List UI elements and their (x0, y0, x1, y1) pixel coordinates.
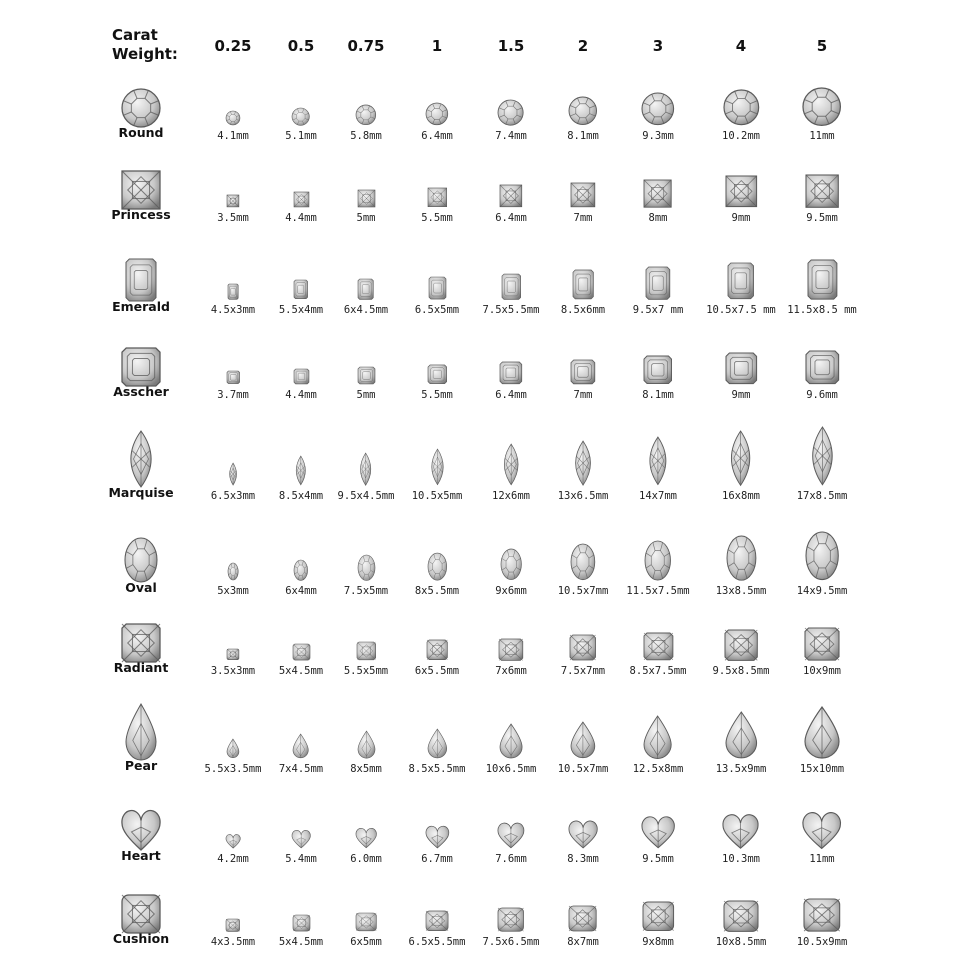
gem-oval-1 (426, 551, 449, 582)
size-label: 10x9mm (803, 665, 841, 677)
size-label: 8.5x6mm (560, 304, 606, 316)
size-label: 9.5mm (642, 853, 674, 865)
size-label: 10x8.5mm (715, 936, 767, 948)
gem-asscher-2 (569, 358, 597, 386)
size-label: 8.1mm (642, 389, 674, 401)
size-label: 5mm (356, 212, 376, 224)
shape-name: Cushion (112, 931, 170, 946)
size-label: 5.5x5mm (343, 665, 389, 677)
size-label: 7x4.5mm (278, 763, 324, 775)
size-label: 3.5mm (217, 212, 249, 224)
gem-princess-1 (426, 186, 449, 209)
size-label: 15x10mm (799, 763, 845, 775)
size-label: 5mm (356, 389, 376, 401)
gem-princess-2 (569, 181, 597, 209)
emerald-diamond-icon (124, 257, 158, 303)
gem-heart-1.5 (496, 822, 526, 850)
size-label: 7.5x6.5mm (482, 936, 540, 948)
size-label: 3.5x3mm (210, 665, 256, 677)
size-label: 7mm (573, 212, 593, 224)
size-label: 9.5x7 mm (632, 304, 684, 316)
gem-marquise-0.75 (356, 451, 375, 487)
gem-oval-4 (725, 534, 758, 582)
carat-weight-header (112, 26, 178, 64)
gem-emerald-3 (644, 265, 672, 301)
shape-name: Asscher (113, 384, 169, 399)
carat-column-header: 4 (735, 37, 747, 55)
size-label: 6.5x3mm (210, 490, 256, 502)
gem-round-1 (424, 101, 450, 127)
gem-round-5 (801, 86, 842, 127)
carat-weight-header-line1: Carat (112, 26, 158, 44)
gem-princess-0.75 (356, 188, 377, 209)
gem-cushion-0.5 (291, 913, 312, 933)
size-label: 6x4.5mm (343, 304, 389, 316)
size-label: 6.0mm (350, 853, 382, 865)
size-label: 7.4mm (495, 130, 527, 142)
gem-cushion-4 (722, 899, 760, 933)
size-label: 5.5x4mm (278, 304, 324, 316)
gem-asscher-3 (642, 354, 674, 386)
gem-cushion-0.75 (354, 911, 378, 933)
gem-marquise-1 (427, 447, 448, 487)
gem-princess-3 (642, 178, 673, 209)
size-label: 7.5x5mm (343, 585, 389, 597)
gem-marquise-3 (644, 435, 672, 487)
size-label: 6x4mm (285, 585, 317, 597)
gem-asscher-5 (804, 349, 841, 386)
size-label: 11.5x8.5 mm (787, 304, 857, 316)
gem-pear-5 (803, 705, 841, 760)
size-label: 11mm (809, 853, 835, 865)
gem-marquise-5 (806, 425, 839, 487)
gem-asscher-1.5 (498, 360, 524, 386)
oval-diamond-icon (123, 536, 159, 584)
size-label: 8mm (648, 212, 668, 224)
size-label: 9.5mm (806, 212, 838, 224)
shape-name: Radiant (113, 660, 169, 675)
gem-round-0.25 (224, 109, 242, 127)
gem-heart-1 (424, 825, 451, 850)
size-label: 6.7mm (421, 853, 453, 865)
size-label: 9.5x8.5mm (712, 665, 770, 677)
size-label: 8x5.5mm (414, 585, 460, 597)
size-label: 13x6.5mm (557, 490, 609, 502)
carat-column-header: 5 (816, 37, 828, 55)
gem-cushion-2 (567, 904, 598, 933)
gem-pear-0.25 (225, 737, 241, 760)
carat-column-header: 1.5 (497, 37, 525, 55)
size-label: 5.5x3.5mm (204, 763, 262, 775)
cushion-diamond-icon (120, 893, 162, 935)
asscher-diamond-icon (120, 346, 162, 388)
gem-radiant-3 (642, 631, 675, 662)
heart-diamond-icon (120, 810, 162, 852)
size-label: 9.3mm (642, 130, 674, 142)
size-label: 4.2mm (217, 853, 249, 865)
gem-emerald-4 (726, 261, 756, 301)
gem-oval-0.5 (292, 558, 310, 582)
gem-emerald-0.5 (292, 278, 310, 301)
size-label: 6.4mm (495, 212, 527, 224)
size-label: 4x3.5mm (210, 936, 256, 948)
size-label: 5x3mm (217, 585, 249, 597)
size-label: 8x7mm (567, 936, 599, 948)
gem-asscher-0.75 (356, 365, 377, 386)
size-label: 10.5x7mm (557, 763, 609, 775)
gem-radiant-2 (568, 633, 598, 662)
size-label: 5.5mm (421, 389, 453, 401)
gem-oval-0.75 (356, 553, 377, 583)
gem-radiant-1.5 (497, 637, 525, 662)
size-label: 6.5x5.5mm (408, 936, 466, 948)
size-label: 11mm (809, 130, 835, 142)
size-label: 3.7mm (217, 389, 249, 401)
carat-column-header: 0.5 (287, 37, 315, 55)
gem-round-0.75 (354, 103, 378, 127)
size-label: 8.1mm (567, 130, 599, 142)
gem-princess-0.5 (292, 190, 311, 209)
shape-name: Round (118, 125, 164, 140)
size-label: 5.8mm (350, 130, 382, 142)
gem-radiant-0.75 (355, 640, 378, 662)
carat-column-header: 3 (652, 37, 664, 55)
gem-oval-0.25 (226, 561, 240, 582)
gem-heart-5 (801, 812, 842, 850)
gem-princess-4 (724, 174, 759, 209)
gem-pear-3 (642, 714, 673, 761)
size-label: 12.5x8mm (632, 763, 684, 775)
gem-marquise-0.25 (226, 461, 240, 487)
gem-asscher-0.25 (225, 369, 242, 386)
size-label: 7.6mm (495, 853, 527, 865)
size-label: 10.3mm (722, 853, 760, 865)
gem-heart-4 (721, 814, 760, 850)
gem-emerald-1.5 (500, 272, 523, 302)
gem-heart-0.75 (354, 827, 378, 850)
gem-emerald-2 (571, 268, 595, 301)
size-label: 8x5mm (350, 763, 382, 775)
gem-emerald-0.75 (356, 277, 375, 301)
size-label: 6.4mm (421, 130, 453, 142)
gem-heart-0.5 (290, 829, 312, 850)
size-label: 11.5x7.5mm (626, 585, 690, 597)
size-label: 10.5x7.5 mm (706, 304, 776, 316)
size-label: 4.5x3mm (210, 304, 256, 316)
gem-emerald-0.25 (226, 282, 240, 301)
gem-round-0.5 (290, 106, 311, 127)
shape-name: Emerald (112, 299, 170, 314)
size-label: 8.5x7.5mm (629, 665, 687, 677)
gem-round-3 (640, 91, 676, 127)
gem-radiant-1 (425, 638, 449, 662)
size-label: 12x6mm (492, 490, 530, 502)
shape-name: Oval (125, 580, 157, 595)
gem-cushion-5 (802, 897, 842, 933)
gem-asscher-0.5 (292, 367, 311, 386)
size-label: 16x8mm (722, 490, 760, 502)
size-label: 9.5x4.5mm (337, 490, 395, 502)
size-label: 5.5mm (421, 212, 453, 224)
gem-marquise-2 (570, 439, 596, 487)
gem-pear-1.5 (498, 722, 524, 760)
gem-cushion-3 (641, 900, 676, 933)
size-label: 6x5mm (350, 936, 382, 948)
shape-name: Pear (124, 758, 158, 773)
gem-emerald-5 (806, 258, 839, 301)
princess-diamond-icon (120, 169, 162, 211)
size-label: 4.4mm (285, 389, 317, 401)
size-label: 7x6mm (495, 665, 527, 677)
gem-emerald-1 (427, 275, 448, 301)
round-diamond-icon (120, 87, 162, 129)
size-label: 10.5x5mm (411, 490, 463, 502)
size-label: 5.1mm (285, 130, 317, 142)
gem-pear-2 (569, 720, 597, 760)
gem-cushion-1.5 (496, 906, 526, 933)
size-label: 8.3mm (567, 853, 599, 865)
gem-round-2 (567, 95, 599, 127)
size-label: 5x4.5mm (278, 936, 324, 948)
gem-radiant-5 (803, 626, 841, 662)
carat-column-header: 2 (577, 37, 589, 55)
gem-pear-4 (724, 710, 759, 760)
gem-heart-0.25 (224, 833, 242, 850)
size-label: 8.5x5.5mm (408, 763, 466, 775)
pear-diamond-icon (124, 702, 158, 762)
gem-asscher-1 (426, 363, 449, 386)
gem-princess-0.25 (225, 193, 241, 209)
gem-cushion-0.25 (224, 917, 242, 933)
size-label: 5x4.5mm (278, 665, 324, 677)
carat-weight-header-line2: Weight: (112, 45, 178, 63)
size-label: 10.5x7mm (557, 585, 609, 597)
size-label: 4.4mm (285, 212, 317, 224)
gem-marquise-0.5 (292, 454, 310, 487)
gem-heart-2 (567, 820, 599, 850)
size-label: 17x8.5mm (796, 490, 848, 502)
shape-name: Marquise (108, 485, 174, 500)
size-label: 6.5x5mm (414, 304, 460, 316)
gem-cushion-1 (424, 909, 450, 933)
size-label: 9x6mm (495, 585, 527, 597)
gem-princess-1.5 (498, 183, 524, 209)
size-label: 14x7mm (639, 490, 677, 502)
size-label: 5.4mm (285, 853, 317, 865)
size-label: 9mm (731, 389, 751, 401)
size-label: 10.5x9mm (796, 936, 848, 948)
gem-oval-5 (804, 530, 840, 582)
size-label: 13.5x9mm (715, 763, 767, 775)
gem-oval-2 (569, 542, 597, 582)
shape-name: Princess (111, 207, 171, 222)
gem-pear-0.5 (291, 732, 310, 760)
gem-marquise-1.5 (499, 442, 523, 487)
size-label: 8.5x4mm (278, 490, 324, 502)
carat-column-header: 0.75 (347, 37, 385, 55)
marquise-diamond-icon (124, 429, 158, 489)
gem-pear-1 (426, 727, 449, 760)
shape-name: Heart (121, 848, 161, 863)
gem-round-1.5 (496, 98, 525, 127)
size-label: 13x8.5mm (715, 585, 767, 597)
size-label: 6x5.5mm (414, 665, 460, 677)
size-label: 10.2mm (722, 130, 760, 142)
size-label: 9.6mm (806, 389, 838, 401)
carat-column-header: 0.25 (214, 37, 252, 55)
size-label: 10x6.5mm (485, 763, 537, 775)
gem-radiant-4 (723, 628, 759, 662)
radiant-diamond-icon (120, 622, 162, 664)
gem-oval-1.5 (499, 547, 523, 582)
carat-column-header: 1 (431, 37, 443, 55)
size-label: 9mm (731, 212, 751, 224)
gem-radiant-0.5 (291, 642, 312, 662)
size-label: 9x8mm (642, 936, 674, 948)
size-label: 7mm (573, 389, 593, 401)
gem-oval-3 (643, 539, 673, 582)
size-label: 4.1mm (217, 130, 249, 142)
gem-princess-5 (804, 173, 840, 209)
gem-pear-0.75 (356, 729, 377, 760)
gem-asscher-4 (724, 351, 759, 386)
size-label: 14x9.5mm (796, 585, 848, 597)
gem-radiant-0.25 (225, 647, 241, 662)
size-label: 7.5x5.5mm (482, 304, 540, 316)
gem-round-4 (722, 88, 761, 127)
size-label: 6.4mm (495, 389, 527, 401)
gem-marquise-4 (725, 429, 756, 487)
size-label: 7.5x7mm (560, 665, 606, 677)
gem-heart-3 (640, 816, 676, 850)
